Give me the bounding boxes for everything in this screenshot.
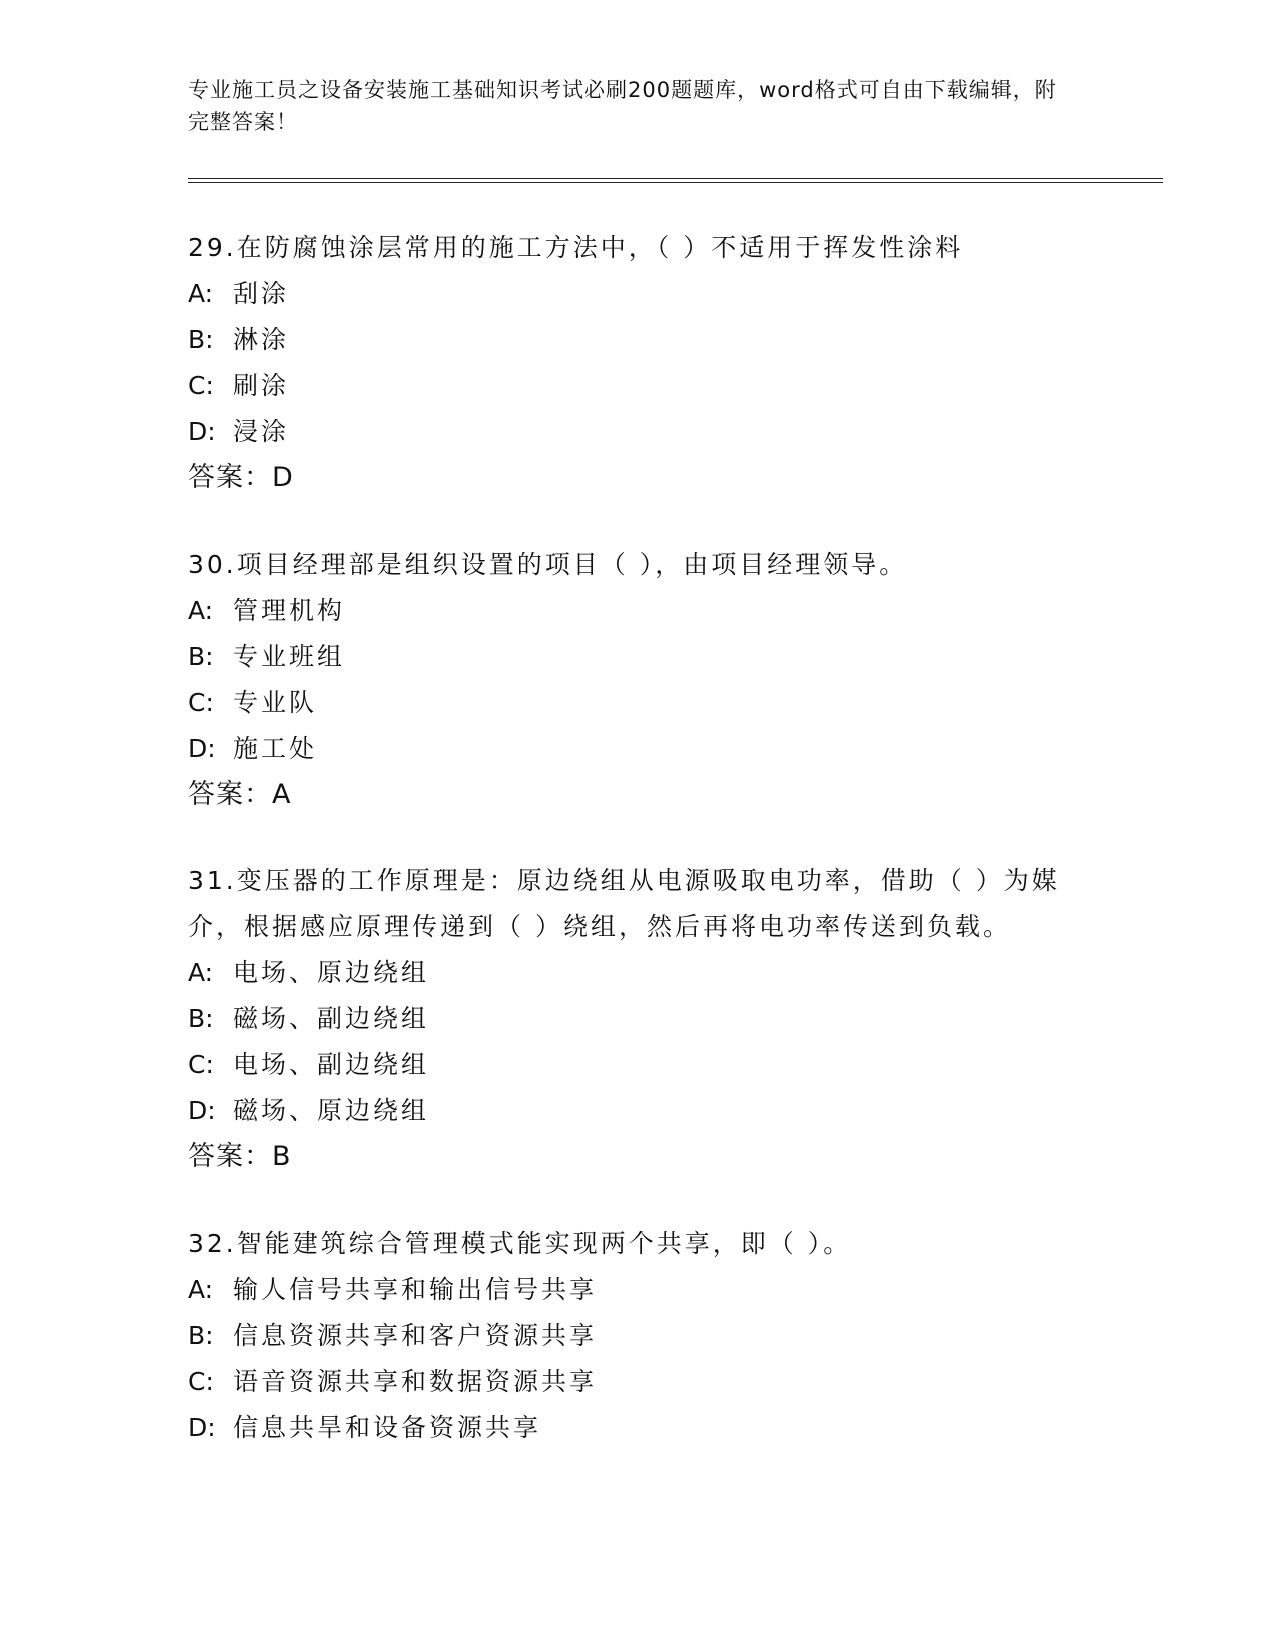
option-letter: D: (188, 1413, 216, 1442)
question-31 (188, 858, 1088, 1180)
option-text: 磁场、原边绕组 (233, 1096, 430, 1125)
answer-line: 答案：A (188, 779, 292, 810)
question-stem: 29.在防腐蚀涂层常用的施工方法中，（ ）不适用于挥发性涂料 (188, 233, 964, 262)
option-c (188, 1042, 1088, 1088)
option-letter: C: (188, 371, 214, 400)
option-letter: D: (188, 1096, 216, 1125)
option-text: 语音资源共享和数据资源共享 (233, 1367, 598, 1396)
option-letter: D: (188, 734, 216, 763)
option-d (188, 1405, 1088, 1451)
option-c (188, 680, 1088, 726)
answer-line: 答案：B (188, 1141, 292, 1172)
option-text: 管理机构 (233, 596, 346, 625)
option-letter: A: (188, 1275, 214, 1304)
option-b (188, 1313, 1088, 1359)
option-letter: B: (188, 642, 214, 671)
option-text: 电场、原边绕组 (233, 958, 430, 987)
option-letter: A: (188, 596, 214, 625)
option-b (188, 634, 1088, 680)
option-d (188, 726, 1088, 772)
option-text: 磁场、副边绕组 (233, 1004, 430, 1033)
option-text: 刮涂 (233, 279, 290, 308)
question-30 (188, 542, 1088, 818)
option-letter: B: (188, 1004, 214, 1033)
option-d (188, 1088, 1088, 1134)
option-b (188, 996, 1088, 1042)
option-text: 输人信号共享和输出信号共享 (233, 1275, 598, 1304)
question-stem: 31.变压器的工作原理是：原边绕组从电源吸取电功率，借助（ ）为媒介，根据感应原理传递到（ ）绕组，然后再将电功率传送到负载。 (188, 866, 1060, 941)
option-text: 施工处 (233, 734, 318, 763)
option-text: 专业班组 (233, 642, 346, 671)
question-32 (188, 1221, 1088, 1451)
question-29 (188, 225, 1088, 501)
option-text: 专业队 (233, 688, 318, 717)
option-text: 信息共旱和设备资源共享 (233, 1413, 542, 1442)
option-text: 淋涂 (233, 325, 290, 354)
question-stem: 32.智能建筑综合管理模式能实现两个共享，即（ ）。 (188, 1229, 852, 1258)
option-a (188, 1267, 1088, 1313)
option-letter: B: (188, 1321, 214, 1350)
option-letter: B: (188, 325, 214, 354)
option-letter: A: (188, 958, 214, 987)
option-d (188, 409, 1088, 455)
option-a (188, 950, 1088, 996)
option-letter: D: (188, 417, 216, 446)
answer-line: 答案：D (188, 462, 294, 493)
option-letter: C: (188, 688, 214, 717)
option-c (188, 363, 1088, 409)
option-text: 信息资源共享和客户资源共享 (233, 1321, 598, 1350)
question-stem: 30.项目经理部是组织设置的项目（ ），由项目经理领导。 (188, 550, 908, 579)
option-letter: C: (188, 1367, 214, 1396)
option-text: 电场、副边绕组 (233, 1050, 430, 1079)
option-letter: C: (188, 1050, 214, 1079)
document-header: 专业施工员之设备安装施工基础知识考试必刷200题题库，word格式可自由下载编辑，附完整答案！ (188, 78, 1057, 134)
option-b (188, 317, 1088, 363)
option-letter: A: (188, 279, 214, 308)
option-c (188, 1359, 1088, 1405)
option-text: 浸涂 (233, 417, 290, 446)
option-a (188, 271, 1088, 317)
option-a (188, 588, 1088, 634)
option-text: 刷涂 (233, 371, 290, 400)
header-divider (188, 178, 1163, 183)
